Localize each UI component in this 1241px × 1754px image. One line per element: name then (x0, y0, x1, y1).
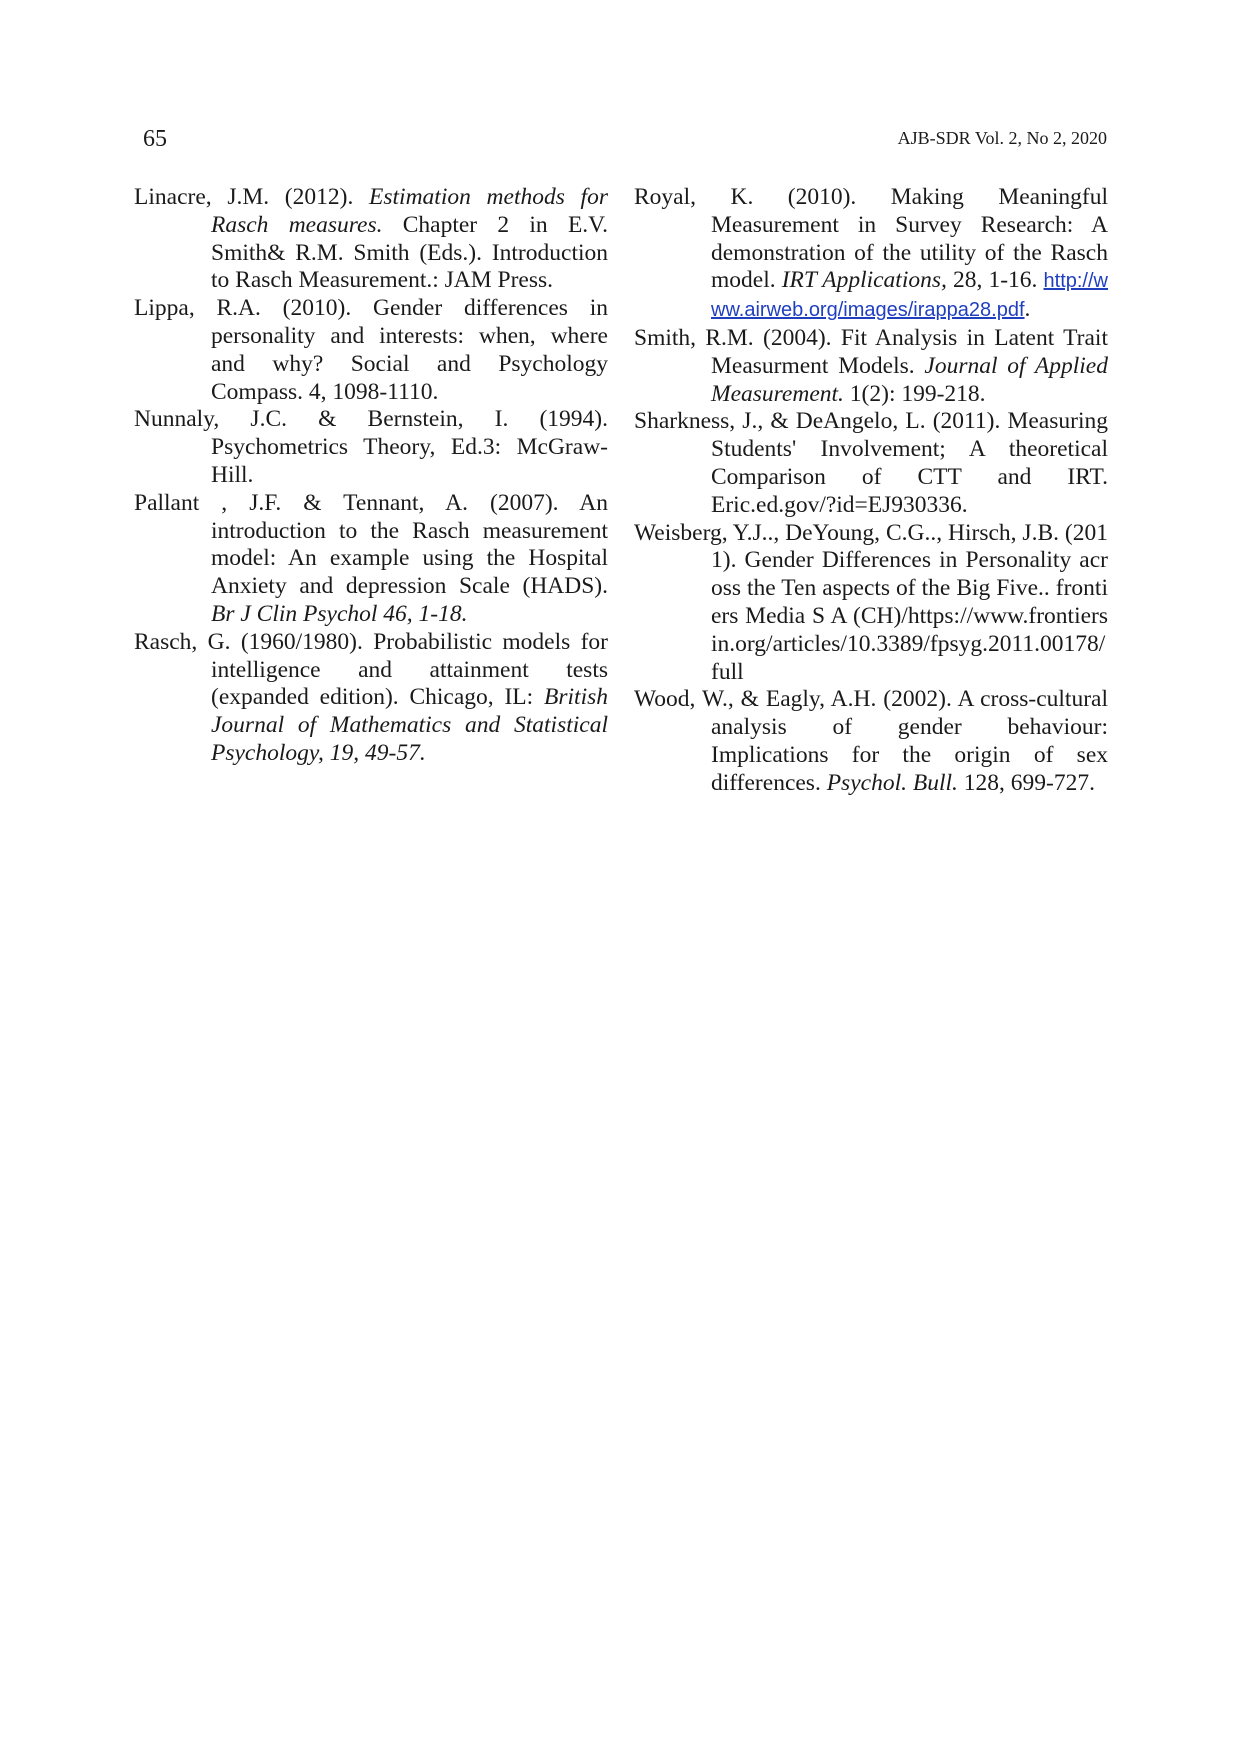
reference-wood: Wood, W., & Eagly, A.H. (2002). A cross-cultural analysis of gender behaviour: Implications for the origin of sex differences. Psychol. Bull. 128, 699-727. (634, 686, 1108, 796)
reference-linacre: Linacre, J.M. (2012). Estimation methods for Rasch measures. Chapter 2 in E.V. Smith& R.M. Smith (Eds.). Introduction to Rasch Measurement.: JAM Press. (134, 184, 608, 294)
reference-weisberg: Weisberg, Y.J.., DeYoung, C.G.., Hirsch, J.B. (2011). Gender Differences in Personality across the Ten aspects of the Big Five.. frontiers Media S A (CH)/https://www.frontiersin.org/articles/10.3389/fpsyg.2011.00178/full (634, 519, 1108, 685)
reference-link[interactable]: http://www.airweb.org/images/irappa28.pdf (711, 270, 1108, 322)
journal-header: AJB-SDR Vol. 2, No 2, 2020 (897, 128, 1107, 148)
references-right-column (634, 184, 1108, 798)
reference-rasch: Rasch, G. (1960/1980). Probabilistic models for intelligence and attainment tests (expanded edition). Chicago, IL: British Journal of Mathematics and Statistical Psychology, 19, 49-57. (134, 628, 608, 766)
reference-nunnaly: Nunnaly, J.C. & Bernstein, I. (1994). Psychometrics Theory, Ed.3: McGraw-Hill. (134, 406, 608, 488)
reference-lippa: Lippa, R.A. (2010). Gender differences in personality and interests: when, where and why? Social and Psychology Compass. 4, 1098-1110. (134, 295, 608, 405)
reference-sharkness: Sharkness, J., & DeAngelo, L. (2011). Measuring Students' Involvement; A theoretical Comparison of CTT and IRT. Eric.ed.gov/?id=EJ930336. (634, 408, 1108, 518)
page-number: 65 (143, 126, 167, 152)
reference-pallant: Pallant , J.F. & Tennant, A. (2007). An introduction to the Rasch measurement model: An example using the Hospital Anxiety and depression Scale (HADS). Br J Clin Psychol 46, 1-18. (134, 489, 608, 627)
references-left-column (134, 184, 608, 768)
reference-smith: Smith, R.M. (2004). Fit Analysis in Latent Trait Measurment Models. Journal of Applied Measurement. 1(2): 199-218. (634, 324, 1108, 407)
reference-royal: Royal, K. (2010). Making Meaningful Measurement in Survey Research: A demonstration of the utility of the Rasch model. IRT Applications, 28, 1-16. http://www.airweb.org/images/irappa28.pdf. (634, 184, 1108, 323)
